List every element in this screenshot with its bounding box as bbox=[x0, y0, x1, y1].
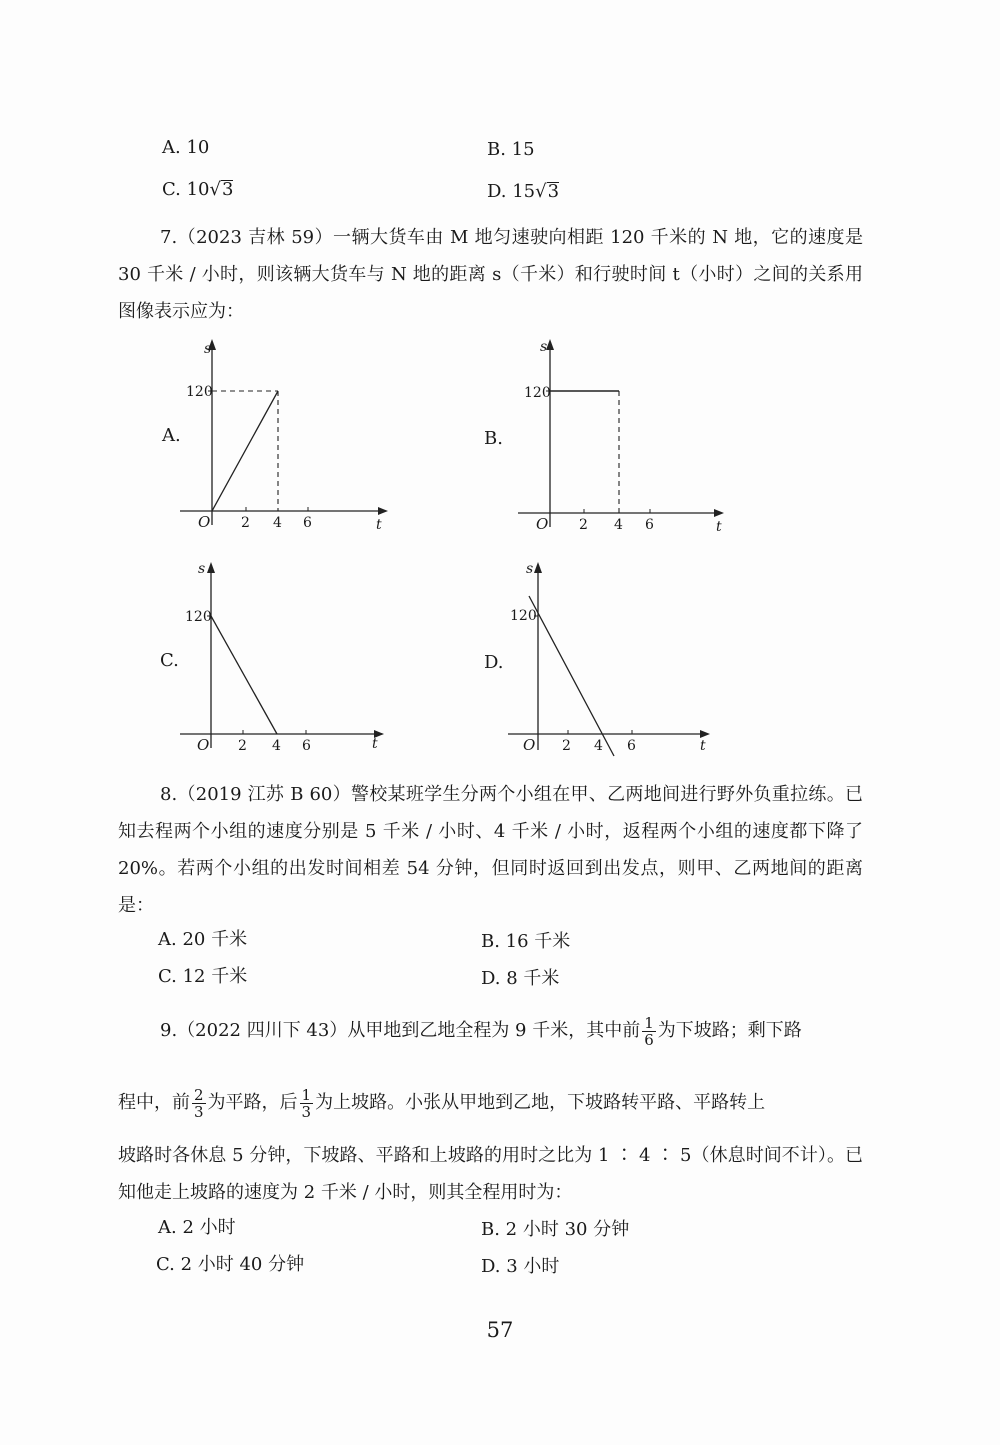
y-tick-label: 120 bbox=[185, 609, 212, 625]
fraction-numerator: 1 bbox=[301, 1085, 312, 1104]
sqrt-symbol: √ bbox=[209, 179, 221, 200]
x-tick-label: 6 bbox=[627, 738, 636, 754]
x-tick-label: 6 bbox=[303, 515, 312, 531]
q6-option-c bbox=[162, 178, 233, 202]
x-axis-label: t bbox=[700, 738, 706, 754]
q9-text-3: 程中，前 bbox=[118, 1092, 190, 1113]
origin-label: O bbox=[198, 513, 211, 531]
q6-option-d-radicand: 3 bbox=[547, 181, 560, 202]
origin-label: O bbox=[523, 736, 536, 754]
fraction-denominator: 6 bbox=[644, 1030, 654, 1049]
q9-text-4: 为平路，后 bbox=[207, 1092, 298, 1113]
q9-line-2 bbox=[118, 1085, 765, 1121]
x-tick-label: 2 bbox=[562, 738, 571, 754]
x-tick-label: 2 bbox=[238, 738, 247, 754]
page-number: 57 bbox=[486, 1318, 514, 1342]
fraction-two-thirds bbox=[192, 1087, 206, 1120]
q8-option-c: C. 12 千米 bbox=[158, 966, 248, 987]
y-axis-label: s bbox=[198, 561, 206, 577]
y-axis-arrow bbox=[207, 562, 215, 573]
q9-option-b: B. 2 小时 30 分钟 bbox=[481, 1219, 630, 1240]
q9-text-2: 为下坡路；剩下路 bbox=[657, 1020, 802, 1041]
y-tick-label: 120 bbox=[510, 608, 537, 624]
q9-text-1: 9.（2022 四川下 43）从甲地到乙地全程为 9 千米，其中前 bbox=[160, 1020, 641, 1041]
x-tick-label: 2 bbox=[579, 517, 588, 533]
graph-c-line bbox=[211, 616, 277, 734]
x-tick-label: 6 bbox=[645, 517, 654, 533]
fraction-one-sixth bbox=[642, 1015, 656, 1048]
x-tick-label: 4 bbox=[273, 515, 282, 531]
graph-c bbox=[180, 558, 400, 758]
q6-option-d-prefix: D. 15 bbox=[487, 181, 536, 202]
y-tick-label: 120 bbox=[186, 384, 213, 400]
x-axis-arrow bbox=[700, 730, 710, 738]
x-axis-arrow bbox=[378, 507, 388, 515]
sqrt-symbol: √ bbox=[535, 181, 547, 202]
y-axis-label: s bbox=[204, 341, 212, 357]
x-tick-label: 6 bbox=[302, 738, 311, 754]
fraction-denominator: 3 bbox=[194, 1102, 204, 1121]
q9-option-a: A. 2 小时 bbox=[158, 1217, 236, 1238]
x-tick-label: 4 bbox=[594, 738, 603, 754]
origin-label: O bbox=[536, 515, 549, 533]
q6-option-d bbox=[487, 180, 559, 204]
graph-c-label: C. bbox=[160, 650, 179, 671]
q8-option-a: A. 20 千米 bbox=[158, 929, 248, 950]
graph-a-label: A. bbox=[162, 425, 181, 446]
q9-option-c: C. 2 小时 40 分钟 bbox=[156, 1254, 305, 1275]
q8-stem bbox=[118, 776, 863, 924]
graph-b-label: B. bbox=[484, 428, 503, 449]
q6-option-c-radicand: 3 bbox=[221, 179, 234, 200]
graph-d bbox=[508, 558, 728, 758]
q6-option-b: B. 15 bbox=[487, 139, 535, 160]
graph-a-line bbox=[212, 391, 278, 511]
q6-option-c-prefix: C. 10 bbox=[162, 179, 210, 200]
graph-d-line bbox=[529, 596, 614, 756]
q6-option-a: A. 10 bbox=[162, 137, 210, 158]
fraction-numerator: 2 bbox=[194, 1085, 204, 1104]
y-tick-label: 120 bbox=[524, 385, 551, 401]
x-axis-label: t bbox=[372, 736, 378, 752]
q9-text-6: 坡路时各休息 5 分钟，下坡路、平路和上坡路的用时之比为 1 ∶ 4 ∶ 5（休息时间不计）。已知他走上坡路的速度为 2 千米 / 小时，则其全程用时为： bbox=[118, 1145, 863, 1203]
fraction-one-third bbox=[300, 1087, 314, 1120]
origin-label: O bbox=[197, 736, 210, 754]
graph-a bbox=[180, 335, 400, 535]
y-axis-label: s bbox=[526, 561, 534, 577]
q8-text: 8.（2019 江苏 B 60）警校某班学生分两个小组在甲、乙两地间进行野外负重拉练。已知去程两个小组的速度分别是 5 千米 / 小时、4 千米 / 小时，返程两个小组的速度都下降了 20%。若两个小组的出发时间相差 54 分钟，但同时返回到出发点，则甲、乙两地间的距离是： bbox=[118, 784, 863, 916]
fraction-numerator: 1 bbox=[644, 1013, 654, 1032]
q9-stem-rest bbox=[118, 1137, 863, 1211]
y-axis-arrow bbox=[534, 562, 542, 573]
y-axis-label: s bbox=[540, 339, 548, 355]
x-axis-label: t bbox=[376, 517, 382, 533]
q9-line-1 bbox=[160, 1013, 802, 1049]
q9-option-d: D. 3 小时 bbox=[481, 1256, 560, 1277]
q8-option-b: B. 16 千米 bbox=[481, 931, 571, 952]
q7-stem bbox=[118, 219, 863, 330]
x-tick-label: 4 bbox=[272, 738, 281, 754]
graph-b bbox=[518, 335, 738, 535]
x-tick-label: 2 bbox=[241, 515, 250, 531]
x-tick-label: 4 bbox=[614, 517, 623, 533]
x-axis-label: t bbox=[716, 519, 722, 535]
q8-option-d: D. 8 千米 bbox=[481, 968, 560, 989]
graph-d-label: D. bbox=[484, 652, 504, 673]
fraction-denominator: 3 bbox=[301, 1102, 312, 1121]
x-axis-arrow bbox=[714, 509, 724, 517]
q7-text: 7.（2023 吉林 59）一辆大货车由 M 地匀速驶向相距 120 千米的 N 地，它的速度是 30 千米 / 小时，则该辆大货车与 N 地的距离 s（千米）和行驶时间 t（小时）之间的关系用图像表示应为： bbox=[118, 227, 863, 322]
y-axis-arrow bbox=[546, 339, 554, 350]
q9-text-5: 为上坡路。小张从甲地到乙地，下坡路转平路、平路转上 bbox=[315, 1092, 766, 1113]
